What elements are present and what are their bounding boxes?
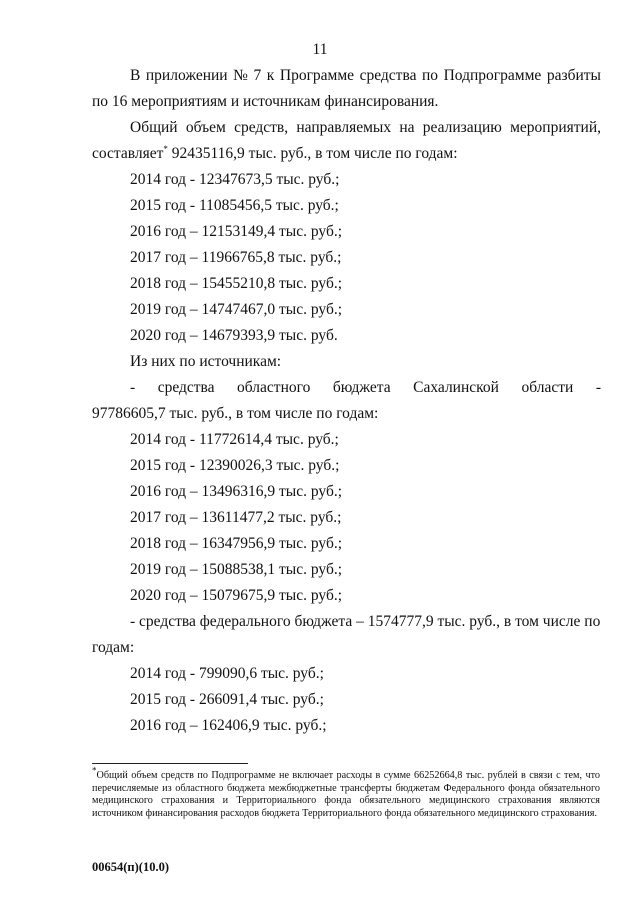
regional-year-2020: 2020 год – 15079675,9 тыс. руб.; [130,587,343,604]
regional-line1 [130,378,601,398]
word: Программе [279,67,355,84]
federal-year-2014: 2014 год - 799090,6 тыс. руб.; [130,665,324,682]
federal-year-2016: 2016 год – 162406,9 тыс. руб.; [130,717,327,734]
para1-line2: по 16 мероприятиям и источникам финансирования. [92,93,439,110]
regional-year-2017: 2017 год – 13611477,2 тыс. руб.; [130,509,342,526]
total-year-2015: 2015 год - 11085456,5 тыс. руб.; [130,197,339,214]
regional-year-2014: 2014 год - 11772614,4 тыс. руб.; [130,431,339,448]
word: реализацию [422,119,502,136]
total-year-2014: 2014 год - 12347673,5 тыс. руб.; [130,171,340,188]
para1-line1 [130,66,601,86]
para2-line1 [130,118,601,138]
footnote-text: Общий объем средств по Подпрограмме не включает расходы в сумме 66252664,8 тыс. рублей в связи с тем, что перечисляемые из областного бюджета межбюджетные трансферты бюджетам Федерального фонда обязательного медицинского страхования и Территориального фонда обязательного медицинского страхования являются источником финансирования расходов бюджета Территориального фонда обязательного медицинского страхования. [92,770,600,819]
word: мероприятий, [510,119,601,136]
word: средств, [234,119,289,136]
document-code: 00654(п)(10.0) [92,860,169,874]
word: объем [185,119,226,136]
regional-year-2015: 2015 год - 12390026,3 тыс. руб.; [130,457,340,474]
word: средства [157,379,215,396]
federal-line2: годам: [92,639,135,656]
word: Общий [130,119,178,136]
total-year-2019: 2019 год – 14747467,0 тыс. руб.; [130,301,343,318]
footnote [92,765,600,820]
word: - [130,379,136,396]
word: приложении [145,67,228,84]
total-prefix: составляет [92,145,164,162]
word: направляемых [296,119,392,136]
word: Подпрограмме [443,67,542,84]
federal-line1: - средства федерального бюджета – 1574777,9 тыс. руб., в том числе по [130,613,601,630]
regional-year-2018: 2018 год – 16347956,9 тыс. руб.; [130,535,343,552]
word: - [595,379,601,396]
word: разбиты [546,67,601,84]
word: областного [237,379,311,396]
word: средства [359,67,417,84]
total-amount-text: 92435116,9 тыс. руб., в том числе по годам: [167,145,458,162]
word: В [130,67,141,84]
page-number: 11 [312,41,328,58]
word: бюджета [332,379,391,396]
footnote-marker: * [163,143,168,154]
regional-year-2016: 2016 год – 13496316,9 тыс. руб.; [130,483,343,500]
total-year-2018: 2018 год – 15455210,8 тыс. руб.; [130,275,343,292]
word: к [266,67,275,84]
word: области [521,379,574,396]
total-year-2016: 2016 год – 12153149,4 тыс. руб.; [130,223,343,240]
word: по [422,67,439,84]
word: № [233,67,248,84]
word: 7 [253,67,262,84]
word: Сахалинской [413,379,499,396]
regional-line2: 97786605,7 тыс. руб., в том числе по годам: [92,405,379,422]
total-year-2017: 2017 год – 11966765,8 тыс. руб.; [130,249,342,266]
regional-year-2019: 2019 год – 15088538,1 тыс. руб.; [130,561,343,578]
footnote-divider [92,763,248,764]
total-year-2020: 2020 год – 14679393,9 тыс. руб. [130,327,338,344]
word: на [399,119,415,136]
sources-heading: Из них по источникам: [130,353,282,370]
para2-line2 [92,144,458,164]
federal-year-2015: 2015 год - 266091,4 тыс. руб.; [130,691,324,708]
footnote-marker: * [92,765,97,776]
